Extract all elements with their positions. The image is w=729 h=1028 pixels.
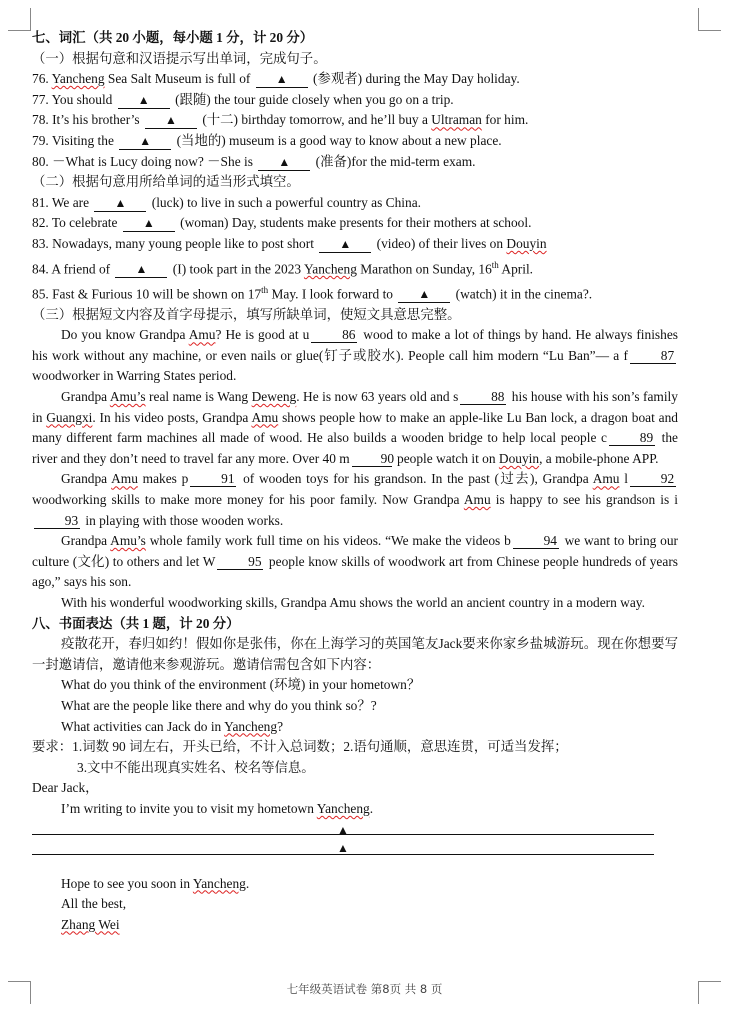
writing-point-2: What are the people like there and why do you think so？? — [61, 697, 377, 713]
question-80: 80. －What is Lucy doing now? －She is ▲ (准备)for the mid-term exam. — [32, 153, 476, 169]
part3-title: （三）根据短文内容及首字母提示，填写所缺单词，使短文具意思完整。 — [32, 306, 461, 322]
page-footer: 七年级英语试卷 第8页 共 8 页 — [286, 982, 443, 996]
crop-mark-top-left — [8, 8, 31, 31]
writing-prompt: 疫散花开，春归如约！假如你是张伟，你在上海学习的英国笔友Jack要来你家乡盐城游玩。现在你想要写一封邀请信，邀请他来参观游玩。邀请信需包含如下内容： — [32, 636, 678, 672]
writing-requirements-1: 要求：1.词数 90 词左右，开头已给，不计入总词数；2.语句通顺，意思连贯，可适当发挥； — [32, 739, 568, 755]
answer-blank-82[interactable]: ▲ — [123, 215, 175, 232]
question-85: 85. Fast & Furious 10 will be shown on 17th May. I look forward to ▲ (watch) it in the cinema?. — [32, 284, 593, 302]
writing-line-1 — [32, 834, 654, 835]
answer-blank-85[interactable]: ▲ — [398, 286, 450, 303]
answer-blank-76[interactable]: ▲ — [256, 71, 308, 88]
crop-mark-top-right — [698, 8, 721, 31]
passage-paragraph-5: With his wonderful woodworking skills, Grandpa Amu shows the world an ancient country in a modern way. — [61, 594, 645, 610]
passage-paragraph-4: Grandpa Amu’s whole family work full time on his videos. “We make the videos b 94 we want to bring our culture (文化) to others and let W 95 people know skills of woodwork art from Chinese people hundreds of years ago,” says his son. — [32, 533, 678, 590]
answer-blank-94[interactable]: 94 — [513, 533, 559, 549]
letter-salutation: Dear Jack， — [32, 780, 99, 796]
writing-mark-2: ▲ — [337, 840, 349, 855]
passage-paragraph-3: Grandpa Amu makes p 91 of wooden toys for his grandson. In the past (过去), Grandpa Amu l 92 woodworking skills to make more money for his poor family. Now Grandpa Amu is happy to see his grandson is i93 in playing with those wooden works. — [32, 471, 678, 528]
writing-area[interactable] — [32, 820, 678, 862]
writing-mark-1: ▲ — [337, 822, 349, 837]
question-77: 77. You should ▲ (跟随) the tour guide closely when you go on a trip. — [32, 91, 454, 107]
writing-line-2 — [32, 854, 654, 855]
exam-page — [32, 28, 678, 935]
answer-blank-83[interactable]: ▲ — [319, 236, 371, 253]
answer-blank-95[interactable]: 95 — [217, 554, 263, 570]
part2-title: （二）根据句意用所给单词的适当形式填空。 — [32, 174, 300, 190]
letter-opening: I’m writing to invite you to visit my hometown Yancheng. — [61, 800, 374, 816]
answer-blank-91[interactable]: 91 — [190, 471, 236, 487]
answer-blank-87[interactable]: 87 — [630, 348, 676, 364]
question-83: 83. Nowadays, many young people like to post short ▲ (video) of their lives on Douyin — [32, 235, 547, 251]
section8-title: 八、书面表达（共 1 题，计 20 分） — [32, 615, 240, 631]
answer-blank-78[interactable]: ▲ — [145, 112, 197, 129]
part1-title: （一）根据句意和汉语提示写出单词，完成句子。 — [32, 50, 327, 66]
question-84: 84. A friend of ▲ (I) took part in the 2023 Yancheng Marathon on Sunday, 16th April. — [32, 259, 534, 276]
section7-title: 七、词汇（共 20 小题，每小题 1 分，计 20 分） — [32, 30, 314, 45]
answer-blank-93[interactable]: 93 — [34, 513, 80, 529]
writing-point-1: What do you think of the environment (环境) in your hometown？ — [61, 677, 421, 693]
question-82: 82. To celebrate ▲ (woman) Day, students make presents for their mothers at school. — [32, 215, 532, 231]
letter-signature: Zhang Wei — [61, 916, 120, 932]
question-81: 81. We are ▲ (luck) to live in such a powerful country as China. — [32, 194, 421, 210]
letter-closing-1: Hope to see you soon in Yancheng. — [61, 875, 250, 891]
answer-blank-79[interactable]: ▲ — [119, 133, 171, 150]
question-76: 76. Yancheng Sea Salt Museum is full of ▲ (参观者) during the May Day holiday. — [32, 71, 520, 87]
answer-blank-86[interactable]: 86 — [311, 327, 357, 343]
writing-point-3: What activities can Jack do in Yancheng? — [61, 718, 284, 734]
letter-closing-2: All the best, — [61, 896, 127, 912]
answer-blank-92[interactable]: 92 — [630, 471, 676, 487]
answer-blank-81[interactable]: ▲ — [94, 195, 146, 212]
answer-blank-77[interactable]: ▲ — [118, 92, 170, 109]
answer-blank-80[interactable]: ▲ — [258, 154, 310, 171]
passage-paragraph-2: Grandpa Amu’s real name is Wang Deweng. He is now 63 years old and s 88 his house with his son’s family in Guangxi. In his video posts, Grandpa Amu shows people how to make an apple-like Lu Ban lock, a dragon boat and many different farm machines all made of wood. He also builds a wooden bridge to help local people c 89 the river and they don’t need to travel far any more. Over 40 m 90 people watch it on Douyin, a mobile-phone APP. — [32, 389, 678, 466]
answer-blank-89[interactable]: 89 — [609, 430, 655, 446]
passage-paragraph-1: Do you know Grandpa Amu? He is good at u 86 wood to make a lot of things by hand. He always finishes his work without any machine, or even nails or glue(钉子或胶水). People call him modern “Lu Ban”— a f 87 woodworker in Warring States period. — [32, 327, 678, 384]
question-78: 78. It’s his brother’s ▲ (十二) birthday tomorrow, and he’ll buy a Ultraman for him. — [32, 112, 529, 128]
answer-blank-84[interactable]: ▲ — [115, 261, 167, 278]
question-79: 79. Visiting the ▲ (当地的) museum is a good way to know about a new place. — [32, 132, 502, 148]
writing-requirements-2: 3.文中不能出现真实姓名、校名等信息。 — [77, 759, 315, 775]
answer-blank-88[interactable]: 88 — [460, 389, 506, 405]
answer-blank-90[interactable]: 90 — [352, 451, 392, 467]
